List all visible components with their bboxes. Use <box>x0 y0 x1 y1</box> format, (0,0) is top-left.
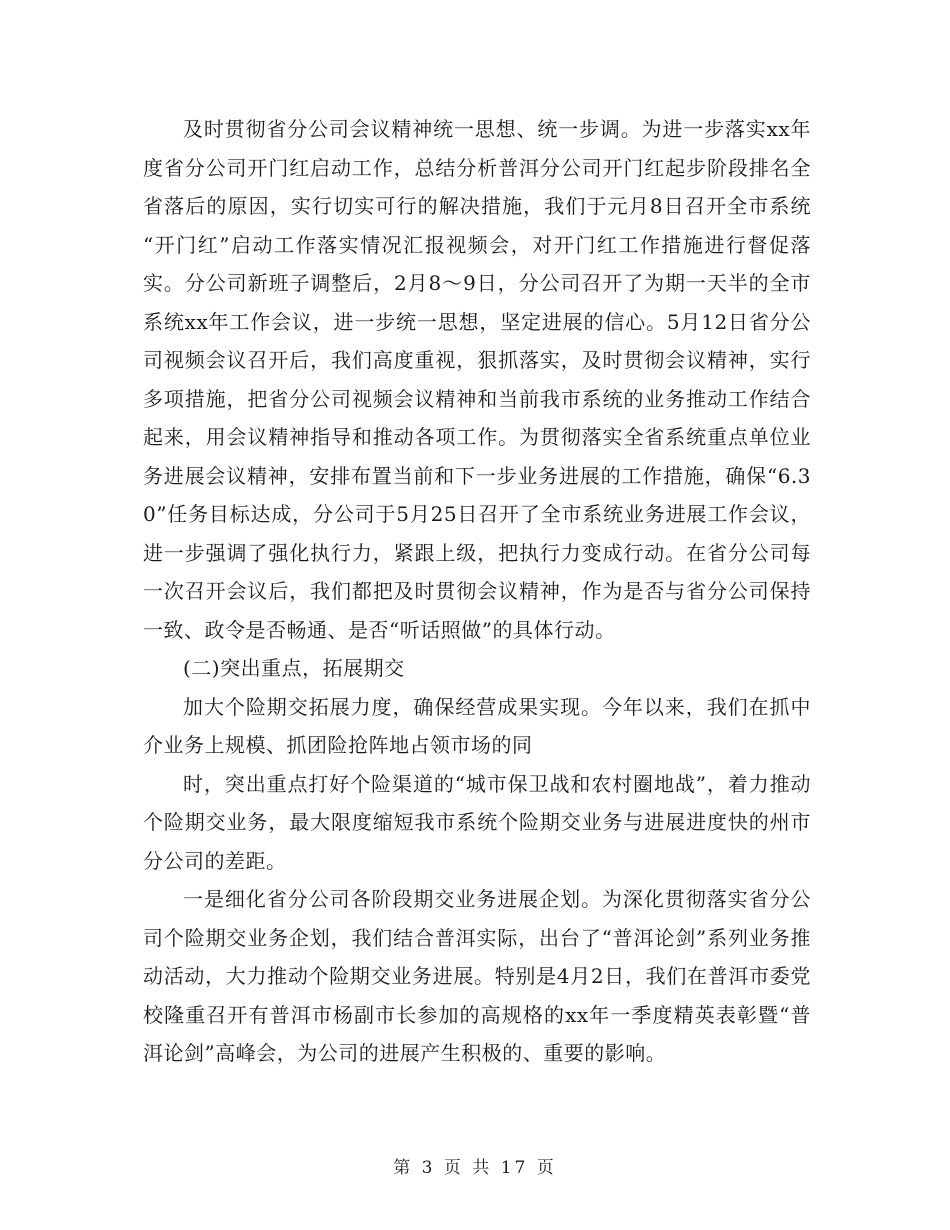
document-body <box>143 110 811 1073</box>
paragraph-expand-intro: 加大个险期交拓展力度，确保经营成果实现。今年以来，我们在抓中介业务上规模、抓团险抢阵地占领市场的同 <box>143 694 811 757</box>
paragraph-plan-detail: 一是细化省分公司各阶段期交业务进展企划。为深化贯彻落实省分公司个险期交业务企划，我们结合普洱实际，出台了“普洱论剑”系列业务推动活动，大力推动个险期交业务进展。特别是4月2日，我们在普洱市委党校隆重召开有普洱市杨副市长参加的高规格的xx年一季度精英表彰暨“普洱论剑”高峰会，为公司的进展产生积极的、重要的影响。 <box>143 887 811 1065</box>
section-heading: (二)突出重点，拓展期交 <box>183 656 405 680</box>
paragraph-expand-continued: 时，突出重点打好个险渠道的“城市保卫战和农村圈地战”，着力推动个险期交业务，最大限度缩短我市系统个险期交业务与进展进度快的州市分公司的差距。 <box>143 771 811 873</box>
page-number-footer: 第 3 页 共 17 页 <box>393 1158 557 1178</box>
paragraph-meeting-spirit: 及时贯彻省分公司会议精神统一思想、统一步调。为进一步落实xx年度省分公司开门红启动工作，总结分析普洱分公司开门红起步阶段排名全省落后的原因，实行切实可行的解决措施，我们于元月8日召开全市系统 “开门红”启动工作落实情况汇报视频会，对开门红工作措施进行督促落实。分公司新班子调整后，2月8～9日，分公司召开了为期一天半的全市系统xx年工作会议，进一步统一思想，坚定进展的信心。5月12日省分公司视频会议召开后，我们高度重视，狠抓落实，及时贯彻会议精神，实行多项措施，把省分公司视频会议精神和当前我市系统的业务推动工作结合起来，用会议精神指导和推动各项工作。为贯彻落实全省系统重点单位业务进展会议精神，安排布置当前和下一步业务进展的工作措施，确保“6.30”任务目标达成，分公司于5月25日召开了全市系统业务进展工作会议，进一步强调了强化执行力，紧跟上级，把执行力变成行动。在省分公司每一次召开会议后，我们都把及时贯彻会议精神，作为是否与省分公司保持一致、政令是否畅通、是否“听话照做”的具体行动。 <box>143 117 811 642</box>
